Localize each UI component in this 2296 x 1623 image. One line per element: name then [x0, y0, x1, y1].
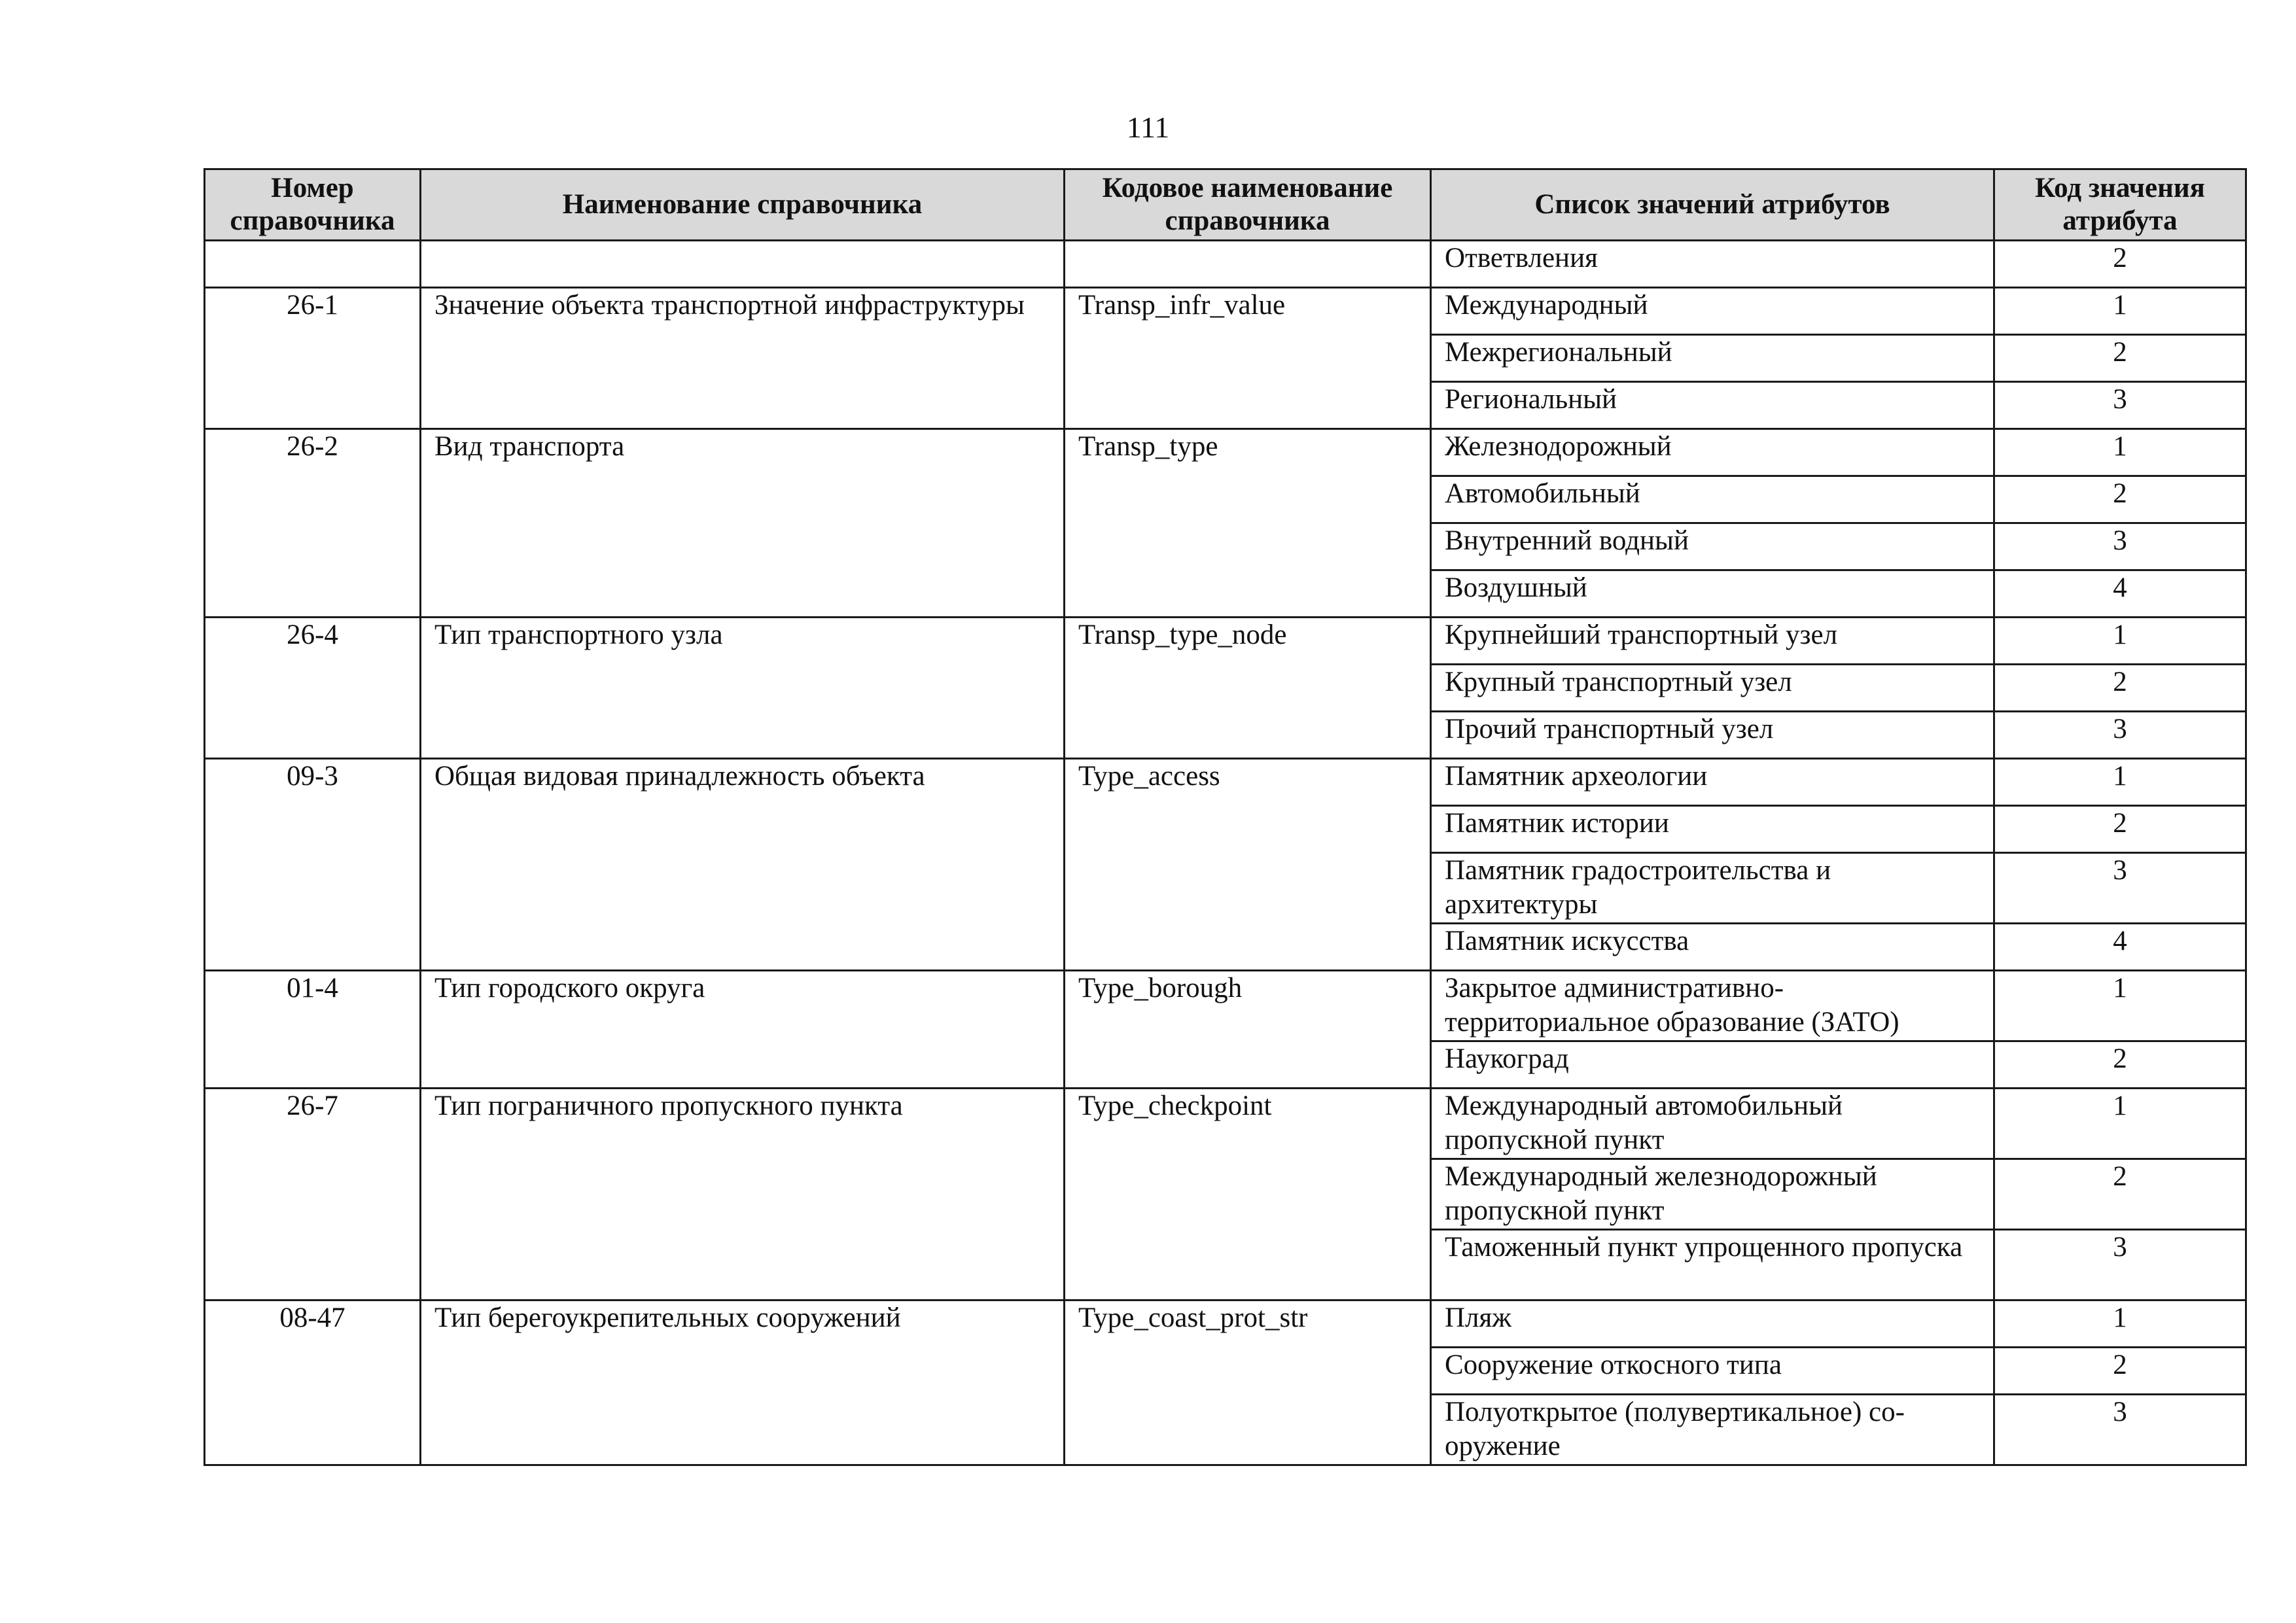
cell-reference-code-name: Type_borough — [1065, 971, 1431, 1089]
cell-attribute-code: 2 — [1994, 476, 2246, 523]
table-row — [205, 288, 2246, 335]
cell-attribute-value: Памятник археологии — [1431, 759, 1994, 806]
header-reference-number: Номер справочника — [205, 169, 421, 241]
table-row — [205, 971, 2246, 1041]
cell-attribute-value: Международный автомобильный пропускной пункт — [1431, 1089, 1994, 1159]
cell-attribute-value: Международный железнодорожный пропускной пункт — [1431, 1159, 1994, 1230]
cell-attribute-code: 4 — [1994, 924, 2246, 971]
cell-attribute-code: 2 — [1994, 665, 2246, 712]
cell-attribute-code: 3 — [1994, 382, 2246, 429]
cell-attribute-value: Международный — [1431, 288, 1994, 335]
cell-attribute-value: Воздушный — [1431, 570, 1994, 618]
cell-reference-code-name: Transp_type_node — [1065, 618, 1431, 759]
header-reference-name: Наименование справочника — [421, 169, 1065, 241]
cell-attribute-code: 2 — [1994, 1041, 2246, 1089]
cell-attribute-value: Таможенный пункт упрощенного пропуска — [1431, 1230, 1994, 1300]
cell-reference-name: Вид транспорта — [421, 429, 1065, 618]
cell-reference-number: 08-47 — [205, 1300, 421, 1465]
table-row — [205, 241, 2246, 288]
page-number: 111 — [1126, 111, 1170, 144]
cell-reference-number: 26-2 — [205, 429, 421, 618]
cell-attribute-value: Ответвления — [1431, 241, 1994, 288]
cell-reference-name: Тип городского округа — [421, 971, 1065, 1089]
cell-attribute-value: Железнодорожный — [1431, 429, 1994, 476]
cell-attribute-value: Прочий транспортный узел — [1431, 712, 1994, 759]
cell-attribute-code: 3 — [1994, 712, 2246, 759]
cell-attribute-value: Памятник градостроительства и архитектуры — [1431, 853, 1994, 924]
cell-attribute-code: 4 — [1994, 570, 2246, 618]
cell-attribute-code: 1 — [1994, 759, 2246, 806]
reference-table — [203, 168, 2247, 1466]
cell-reference-name: Тип транспортного узла — [421, 618, 1065, 759]
cell-attribute-code: 1 — [1994, 1300, 2246, 1348]
cell-attribute-code: 2 — [1994, 1348, 2246, 1395]
cell-attribute-value: Памятник истории — [1431, 806, 1994, 853]
cell-attribute-code: 3 — [1994, 853, 2246, 924]
cell-attribute-value: Крупный транспортный узел — [1431, 665, 1994, 712]
cell-attribute-code: 3 — [1994, 1395, 2246, 1465]
cell-reference-code-name: Type_access — [1065, 759, 1431, 971]
cell-attribute-code: 1 — [1994, 971, 2246, 1041]
table-row — [205, 759, 2246, 806]
cell-attribute-code: 2 — [1994, 806, 2246, 853]
cell-attribute-code: 2 — [1994, 241, 2246, 288]
cell-attribute-code: 2 — [1994, 1159, 2246, 1230]
cell-reference-number: 09-3 — [205, 759, 421, 971]
cell-reference-code-name: Transp_infr_value — [1065, 288, 1431, 429]
cell-reference-number: 26-4 — [205, 618, 421, 759]
cell-attribute-value: Наукоград — [1431, 1041, 1994, 1089]
header-attribute-values: Список значений атрибутов — [1431, 169, 1994, 241]
cell-attribute-code: 2 — [1994, 335, 2246, 382]
cell-reference-name: Тип берегоукрепительных сооружений — [421, 1300, 1065, 1465]
cell-reference-name: Общая видовая принадлежность объекта — [421, 759, 1065, 971]
cell-attribute-code: 1 — [1994, 1089, 2246, 1159]
cell-reference-name — [421, 241, 1065, 288]
table-row — [205, 429, 2246, 476]
cell-attribute-value: Внутренний водный — [1431, 523, 1994, 570]
cell-reference-number: 26-7 — [205, 1089, 421, 1300]
cell-reference-number: 01-4 — [205, 971, 421, 1089]
cell-attribute-value: Межрегиональный — [1431, 335, 1994, 382]
cell-attribute-value: Крупнейший транспортный узел — [1431, 618, 1994, 665]
cell-attribute-value: Автомобильный — [1431, 476, 1994, 523]
cell-attribute-value: Сооружение откосного типа — [1431, 1348, 1994, 1395]
cell-attribute-value: Памятник искусства — [1431, 924, 1994, 971]
cell-reference-code-name: Type_coast_prot_str — [1065, 1300, 1431, 1465]
cell-attribute-code: 1 — [1994, 288, 2246, 335]
cell-attribute-value: Закрытое административно-территориальное образование (ЗАТО) — [1431, 971, 1994, 1041]
table-row — [205, 1300, 2246, 1348]
cell-attribute-code: 3 — [1994, 1230, 2246, 1300]
cell-attribute-value: Пляж — [1431, 1300, 1994, 1348]
cell-reference-name: Значение объекта транспортной инфраструктуры — [421, 288, 1065, 429]
table-row — [205, 618, 2246, 665]
header-attribute-value-code: Код значения атрибута — [1994, 169, 2246, 241]
cell-reference-code-name — [1065, 241, 1431, 288]
cell-attribute-code: 1 — [1994, 429, 2246, 476]
cell-reference-number: 26-1 — [205, 288, 421, 429]
cell-attribute-value: Региональный — [1431, 382, 1994, 429]
cell-attribute-code: 1 — [1994, 618, 2246, 665]
cell-reference-code-name: Transp_type — [1065, 429, 1431, 618]
cell-reference-code-name: Type_checkpoint — [1065, 1089, 1431, 1300]
table-row — [205, 1089, 2246, 1159]
cell-reference-name: Тип пограничного пропускного пункта — [421, 1089, 1065, 1300]
table-header-row — [205, 169, 2246, 241]
cell-attribute-code: 3 — [1994, 523, 2246, 570]
cell-attribute-value: Полуоткрытое (полувертикальное) со-оружение — [1431, 1395, 1994, 1465]
cell-reference-number — [205, 241, 421, 288]
header-reference-code-name: Кодовое наименование справочника — [1065, 169, 1431, 241]
